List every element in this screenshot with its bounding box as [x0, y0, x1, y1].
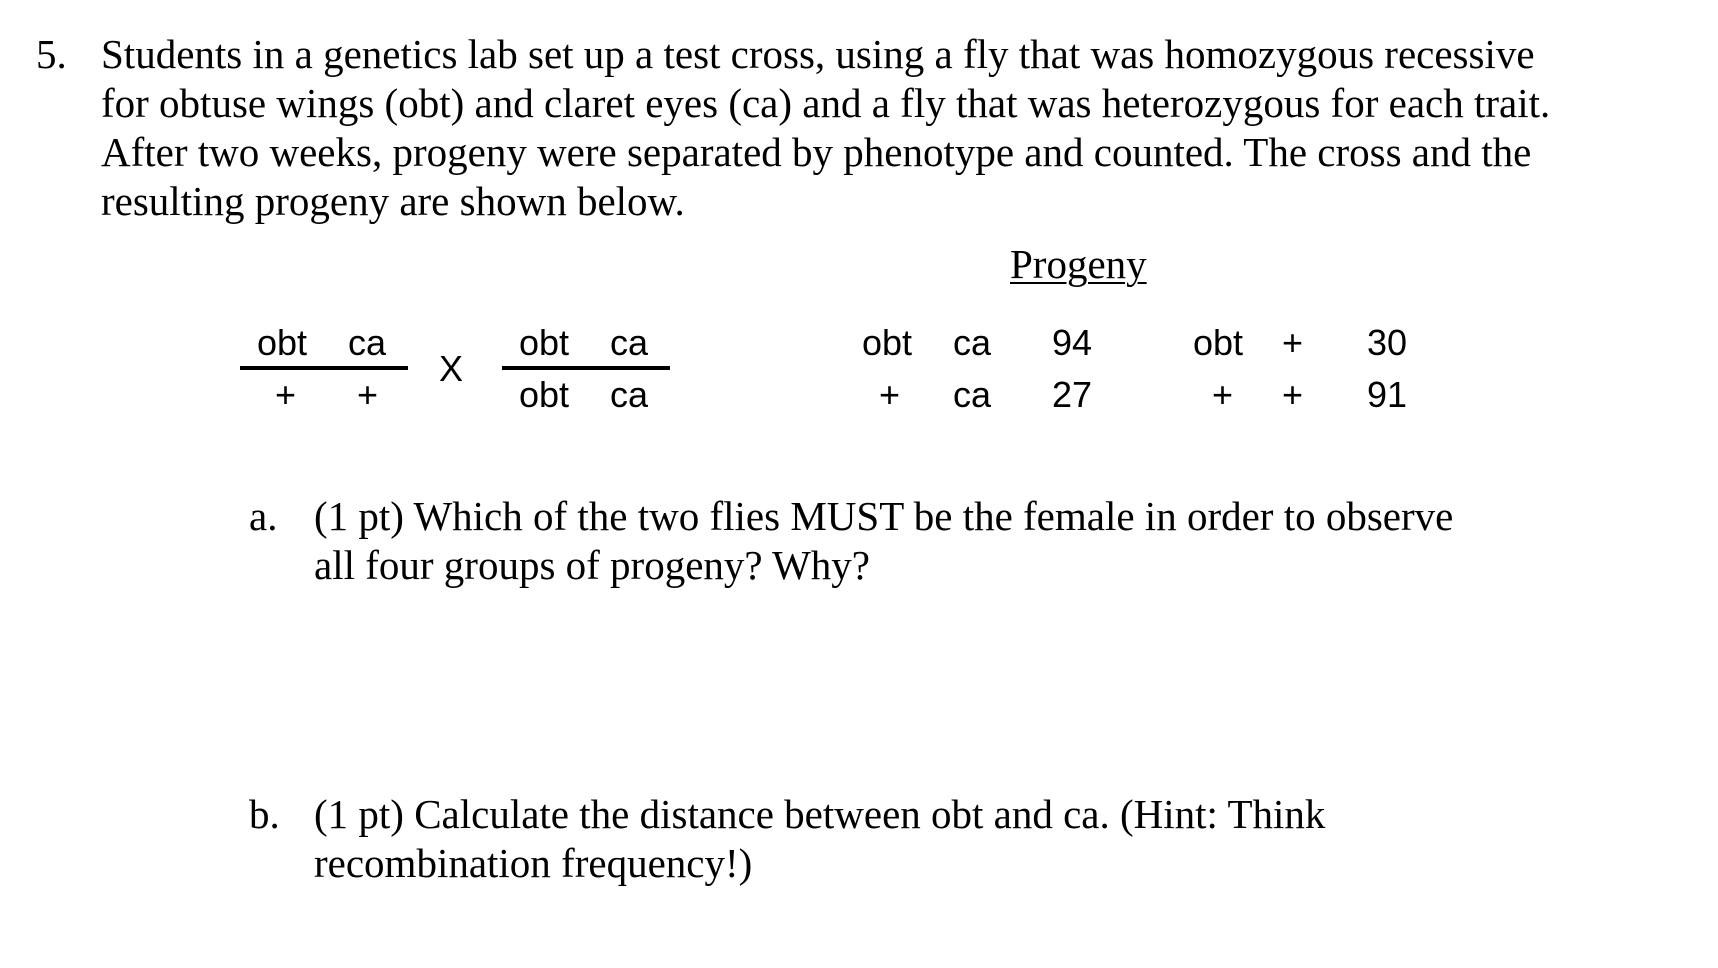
sub-question-line: (1 pt) Which of the two flies MUST be the female in order to observe: [314, 493, 1454, 539]
question-intro: [101, 30, 1550, 226]
fly2-top-left-allele: obt: [519, 322, 570, 363]
progeny-allele-1: obt: [862, 322, 913, 363]
cross-symbol: X: [439, 348, 464, 389]
intro-line: Students in a genetics lab set up a test cross, using a fly that was homozygous recessive: [101, 31, 1535, 77]
progeny-count: 91: [1367, 374, 1408, 415]
fly2-chromosome-bar: [502, 366, 670, 370]
progeny-allele-1: obt: [1193, 322, 1244, 363]
progeny-allele-2: ca: [953, 322, 992, 363]
fly1-top-right-allele: ca: [348, 322, 387, 363]
intro-line: After two weeks, progeny were separated by phenotype and counted. The cross and the: [101, 129, 1532, 175]
fly1-bottom-left-allele: +: [275, 374, 297, 415]
progeny-allele-1: +: [879, 374, 901, 415]
sub-question-line: recombination frequency!): [314, 840, 753, 886]
sub-question-letter: b.: [249, 791, 280, 837]
fly1-top-left-allele: obt: [257, 322, 308, 363]
progeny-count: 94: [1052, 322, 1093, 363]
fly1-chromosome-bar: [240, 366, 408, 370]
fly2-top-right-allele: ca: [610, 322, 649, 363]
intro-line: resulting progeny are shown below.: [101, 178, 685, 224]
fly1-bottom-right-allele: +: [357, 374, 379, 415]
sub-question-line: (1 pt) Calculate the distance between obt and ca. (Hint: Think: [314, 791, 1326, 837]
fly2-bottom-right-allele: ca: [610, 374, 649, 415]
fly2-bottom-left-allele: obt: [519, 374, 570, 415]
progeny-allele-1: +: [1212, 374, 1234, 415]
progeny-allele-2: ca: [953, 374, 992, 415]
progeny-count: 30: [1367, 322, 1408, 363]
question-number: 5.: [36, 31, 67, 77]
intro-line: for obtuse wings (obt) and claret eyes (ca) and a fly that was heterozygous for each trait.: [101, 80, 1551, 126]
progeny-title: Progeny: [1010, 241, 1147, 287]
sub-question-line: all four groups of progeny? Why?: [314, 542, 871, 588]
progeny-count: 27: [1052, 374, 1093, 415]
sub-question-text: [314, 492, 1453, 590]
sub-question-letter: a.: [249, 493, 278, 539]
progeny-allele-2: +: [1282, 322, 1304, 363]
sub-question-text: [314, 790, 1325, 888]
progeny-allele-2: +: [1282, 374, 1304, 415]
